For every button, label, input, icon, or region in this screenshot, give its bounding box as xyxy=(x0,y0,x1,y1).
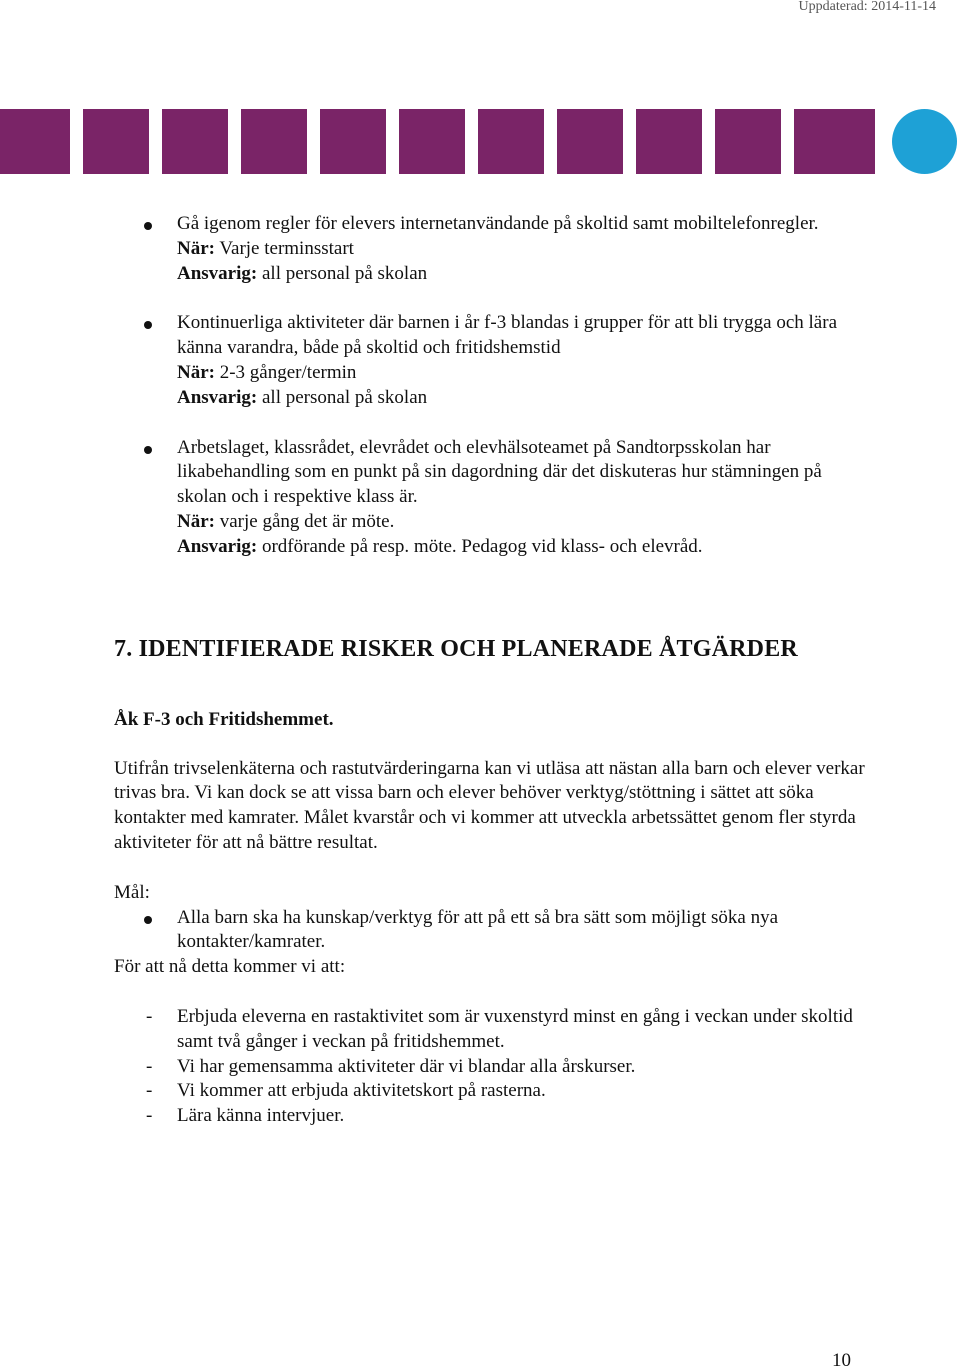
bullet-icon xyxy=(144,446,152,454)
responsible-value: ordförande på resp. möte. Pedagog vid klass- och elevråd. xyxy=(261,535,703,557)
responsible-line xyxy=(177,535,874,560)
responsible-value: all personal på skolan xyxy=(261,262,428,284)
header-square xyxy=(320,109,386,174)
header-square xyxy=(794,109,875,174)
responsible-value: all personal på skolan xyxy=(261,386,428,408)
header-decoration-bar xyxy=(0,109,960,174)
page-number: 10 xyxy=(832,1350,851,1371)
when-label: När: xyxy=(177,237,215,259)
bullet-icon xyxy=(144,222,152,230)
bullet-icon xyxy=(144,916,152,924)
responsible-label: Ansvarig: xyxy=(177,262,258,284)
dash-marker: - xyxy=(146,1080,153,1102)
header-square xyxy=(399,109,465,174)
bullet-text: Gå igenom regler för elevers internetanvändande på skoltid samt mobiltelefonregler. xyxy=(177,213,819,234)
header-square xyxy=(83,109,149,174)
goal-text: Alla barn ska ha kunskap/verktyg för att på ett så bra sätt som möjligt söka nya kontakter/kamrater. xyxy=(177,906,778,953)
measure-text: Vi kommer att erbjuda aktivitetskort på rasterna. xyxy=(177,1080,546,1102)
section-subheading: Åk F-3 och Fritidshemmet. xyxy=(114,708,334,730)
dash-marker: - xyxy=(146,1055,153,1077)
when-label: När: xyxy=(177,510,215,532)
document-body xyxy=(114,212,874,1129)
header-square xyxy=(241,109,307,174)
responsible-line xyxy=(177,262,874,287)
when-line xyxy=(177,237,874,262)
bullet-icon xyxy=(144,321,152,329)
section-heading: 7. IDENTIFIERADE RISKER OCH PLANERADE ÅTGÄRDER xyxy=(114,635,798,662)
bullet-text: Arbetslaget, klassrådet, elevrådet och elevhälsoteamet på Sandtorpsskolan har likabehandling som en punkt på sin dagordning där det diskuteras hur stämningen på skolan och i respektive klass är. xyxy=(177,436,822,508)
measure-text: Erbjuda eleverna en rastaktivitet som är vuxenstyrd minst en gång i veckan under skoltid samt två gånger i veckan på fritidshemmet. xyxy=(177,1005,853,1052)
measure-item xyxy=(114,1005,874,1055)
bullet-text: Kontinuerliga aktiviteter där barnen i år f-3 blandas i grupper för att bli trygga och lära känna varandra, både på skoltid och fritidshemstid xyxy=(177,312,837,359)
measure-text: Vi har gemensamma aktiviteter där vi blandar alla årskurser. xyxy=(177,1055,636,1077)
list-item xyxy=(114,311,874,410)
header-square xyxy=(478,109,544,174)
measure-text: Lära känna intervjuer. xyxy=(177,1105,345,1127)
measure-item xyxy=(114,1104,874,1129)
measure-item xyxy=(114,1055,874,1080)
when-label: När: xyxy=(177,361,215,383)
dash-marker: - xyxy=(146,1005,153,1027)
when-value: 2-3 gånger/termin xyxy=(219,361,357,383)
when-value: Varje terminsstart xyxy=(219,237,354,259)
header-square xyxy=(162,109,228,174)
measure-item xyxy=(114,1079,874,1104)
measures-intro: För att nå detta kommer vi att: xyxy=(114,956,346,978)
goal-label: Mål: xyxy=(114,881,150,903)
header-square xyxy=(557,109,623,174)
header-square xyxy=(715,109,781,174)
when-line xyxy=(177,510,874,535)
list-item xyxy=(114,212,874,286)
header-square xyxy=(0,109,70,174)
when-value: varje gång det är möte. xyxy=(219,510,395,532)
responsible-line xyxy=(177,386,874,411)
responsible-label: Ansvarig: xyxy=(177,386,258,408)
list-item xyxy=(114,436,874,560)
responsible-label: Ansvarig: xyxy=(177,535,258,557)
dash-marker: - xyxy=(146,1105,153,1127)
updated-date: Uppdaterad: 2014-11-14 xyxy=(798,0,936,14)
header-square xyxy=(636,109,702,174)
header-circle xyxy=(892,109,957,174)
goal-item xyxy=(114,906,874,956)
summary-paragraph: Utifrån trivselenkäterna och rastutvärderingarna kan vi utläsa att nästan alla barn och elever verkar trivas bra. Vi kan dock se att vissa barn och elever behöver verktyg/stöttning i sättet att söka kontakter med kamrater. Målet kvarstår och vi kommer att utveckla arbetssättet genom fler styrda aktiviteter för att nå bättre resultat. xyxy=(114,757,865,853)
when-line xyxy=(177,361,874,386)
